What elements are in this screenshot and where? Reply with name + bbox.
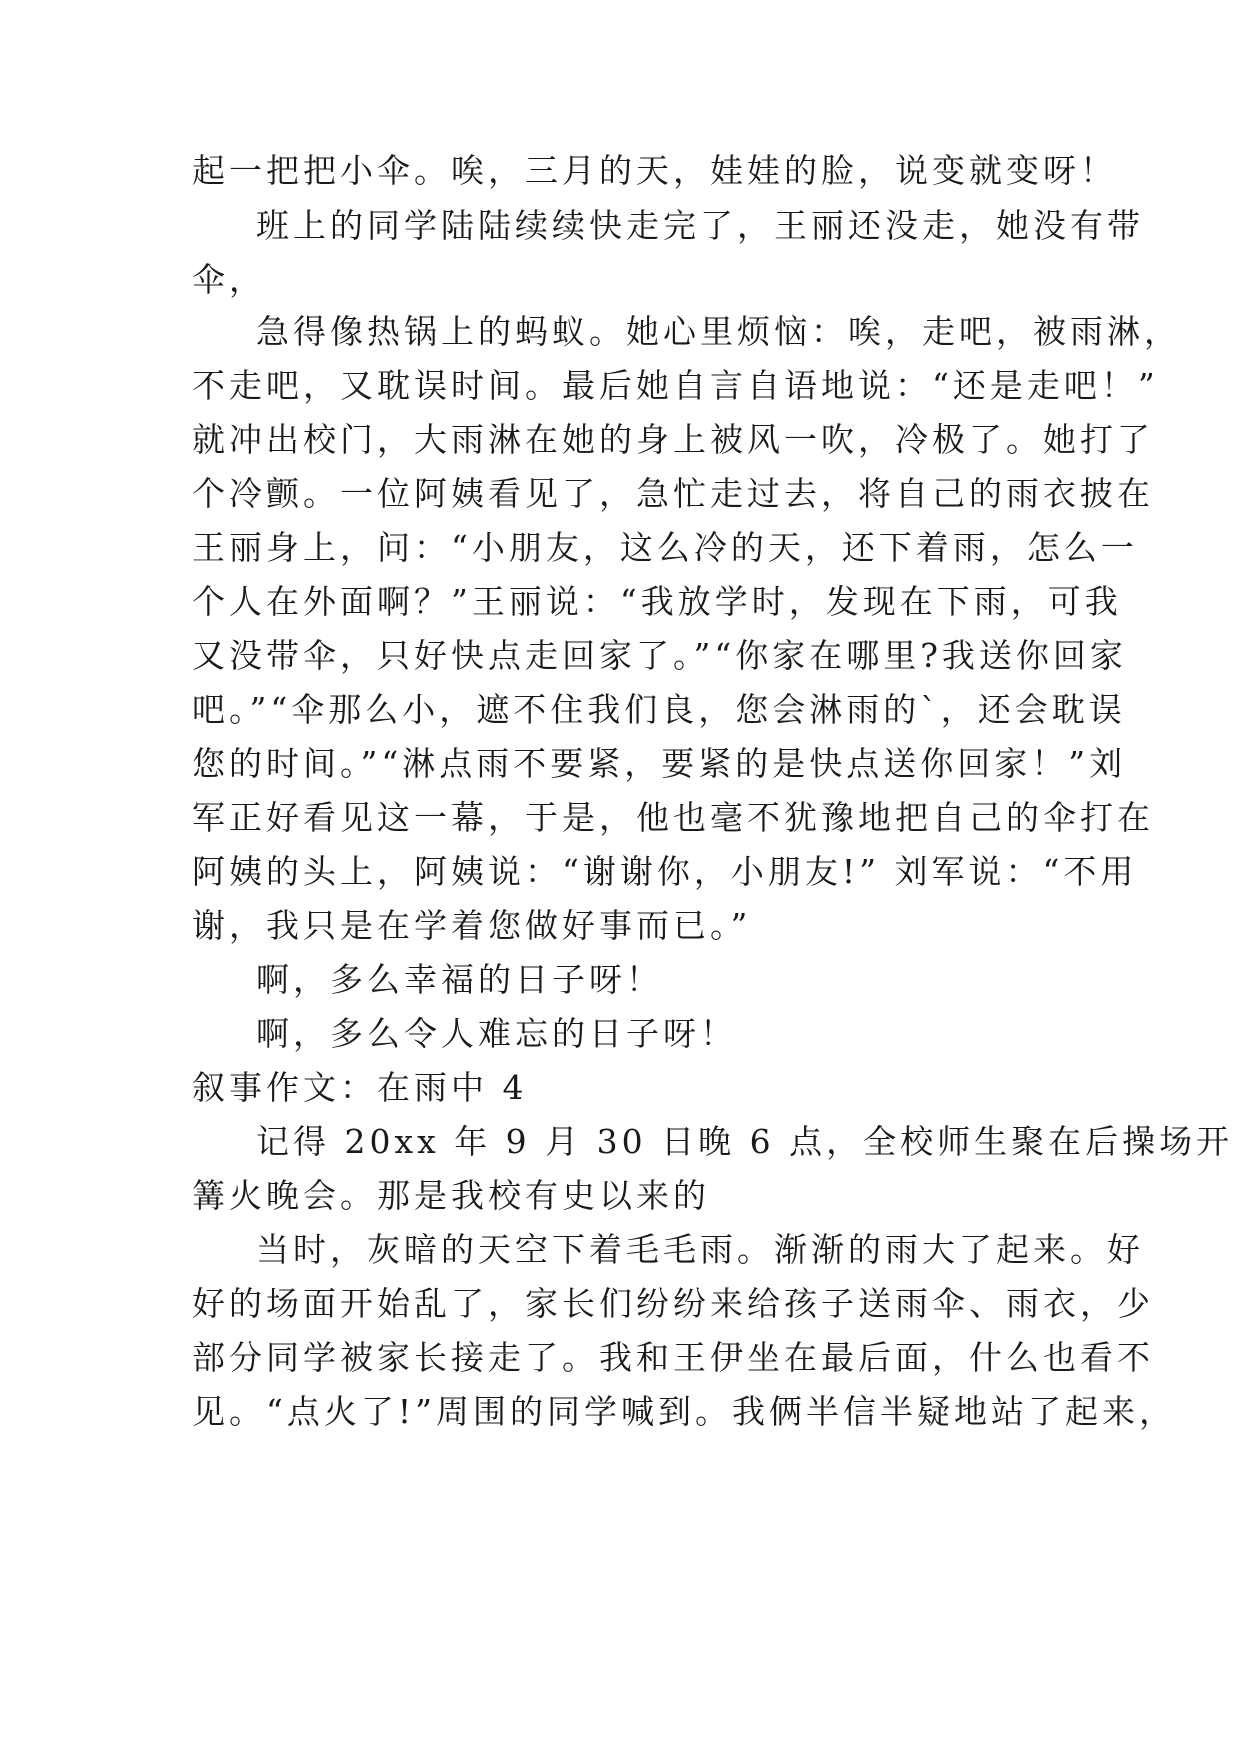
paragraph-start: 班上的同学陆陆续续快走完了，王丽还没走，她没有带	[256, 206, 1144, 245]
text-line: 您的时间。”“淋点雨不要紧，要紧的是快点送你回家！”刘	[192, 744, 1127, 783]
text-line: 个人在外面啊？”王丽说：“我放学时，发现在下雨，可我	[192, 582, 1122, 621]
text-line: 不走吧，又耽误时间。最后她自言自语地说：“还是走吧！”	[192, 366, 1159, 405]
text-line: 起一把把小伞。唉，三月的天，娃娃的脸，说变就变呀！	[192, 151, 1117, 190]
paragraph-start: 急得像热锅上的蚂蚁。她心里烦恼：唉，走吧，被雨淋，	[256, 312, 1181, 351]
paragraph-start: 啊，多么令人难忘的日子呀！	[256, 1014, 737, 1053]
text-line: 伞，	[192, 260, 266, 299]
paragraph-start: 当时，灰暗的天空下着毛毛雨。渐渐的雨大了起来。好	[256, 1230, 1144, 1269]
text-line: 军正好看见这一幕，于是，他也毫不犹豫地把自己的伞打在	[192, 798, 1154, 837]
text-line: 部分同学被家长接走了。我和王伊坐在最后面，什么也看不	[192, 1338, 1154, 1377]
paragraph-start: 啊，多么幸福的日子呀！	[256, 960, 663, 999]
paragraph-start: 记得 20xx 年 9 月 30 日晚 6 点，全校师生聚在后操场开	[256, 1122, 1234, 1161]
text-line: 阿姨的头上，阿姨说：“谢谢你，小朋友!” 刘军说：“不用	[192, 852, 1138, 891]
text-line: 王丽身上，问：“小朋友，这么冷的天，还下着雨，怎么一	[192, 528, 1138, 567]
text-line: 好的场面开始乱了，家长们纷纷来给孩子送雨伞、雨衣，少	[192, 1284, 1154, 1323]
text-line: 谢，我只是在学着您做好事而已。”	[192, 906, 752, 945]
text-line: 就冲出校门，大雨淋在她的身上被风一吹，冷极了。她打了	[192, 420, 1154, 459]
section-heading: 叙事作文：在雨中 4	[192, 1068, 528, 1107]
text-line: 个冷颤。一位阿姨看见了，急忙走过去，将自己的雨衣披在	[192, 474, 1154, 513]
text-line: 篝火晚会。那是我校有史以来的	[192, 1176, 710, 1215]
text-line: 见。“点火了!”周围的同学喊到。我俩半信半疑地站了起来，	[192, 1392, 1177, 1431]
text-line: 又没带伞，只好快点走回家了。”“你家在哪里?我送你回家	[192, 636, 1127, 675]
text-line: 吧。”“伞那么小，遮不住我们良，您会淋雨的`，还会耽误	[192, 690, 1126, 729]
